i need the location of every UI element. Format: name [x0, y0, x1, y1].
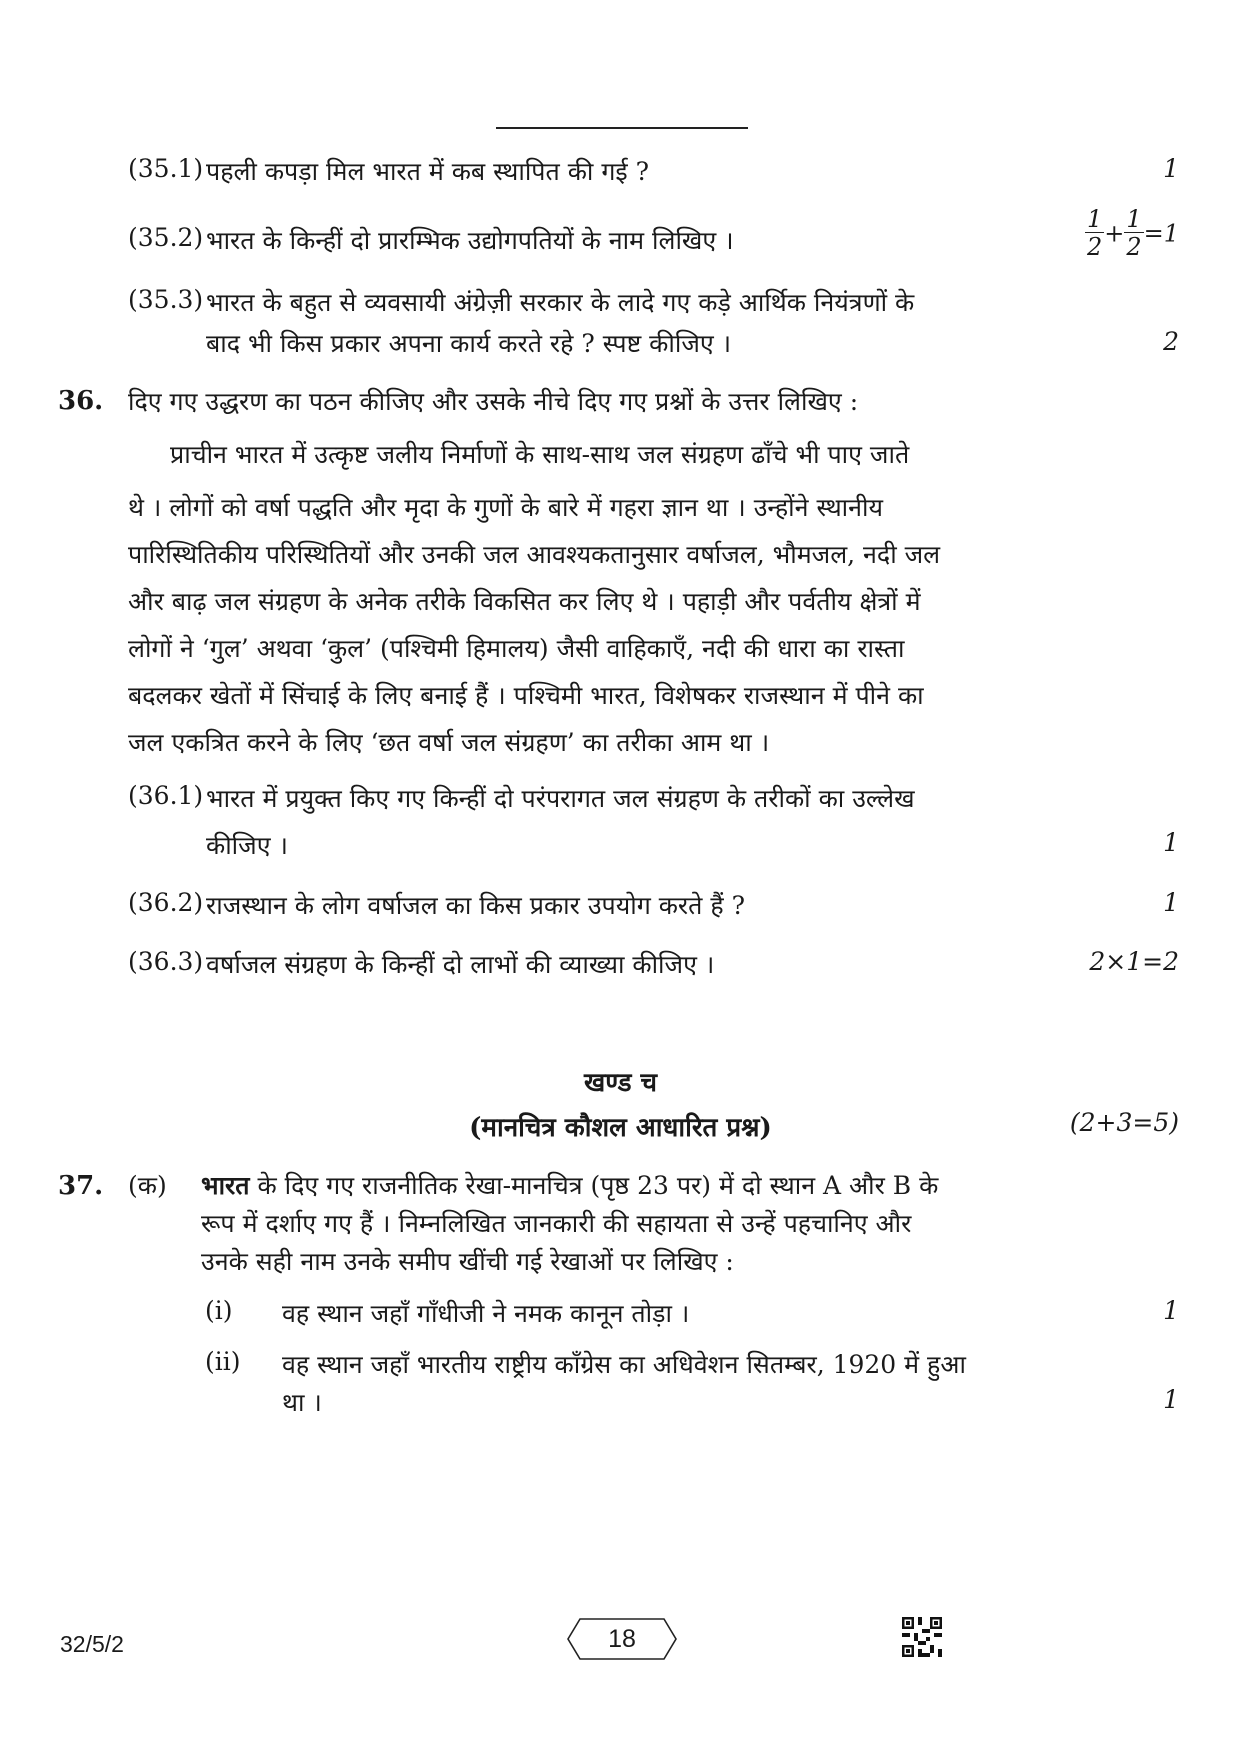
qr-code-icon: [902, 1617, 942, 1657]
marks: 1: [1163, 154, 1179, 183]
marks: 1: [1163, 828, 1179, 857]
subquestion-text: राजस्थान के लोग वर्षाजल का किस प्रकार उपयोग करते हैं ?: [206, 891, 745, 920]
page-number-badge: [566, 1617, 678, 1661]
marks: 1: [1163, 888, 1179, 917]
subquestion-text-line2: कीजिए ।: [206, 831, 288, 860]
subquestion-text-line2: बाद भी किस प्रकार अपना कार्य करते रहे ? स्पष्ट कीजिए ।: [206, 329, 732, 358]
item-text-line2: था ।: [282, 1388, 322, 1417]
passage-line: लोगों ने ‘गुल’ अथवा ‘कुल’ (पश्चिमी हिमालय) जैसी वाहिकाएँ, नदी की धारा का रास्ता: [128, 634, 905, 663]
question-37-line2: रूप में दर्शाए गए हैं । निम्नलिखित जानकारी की सहायता से उन्हें पहचानिए और: [201, 1209, 912, 1238]
section-title: खण्ड च: [583, 1068, 658, 1098]
subquestion-number: (35.1): [128, 154, 204, 183]
passage-line: थे । लोगों को वर्षा पद्धति और मृदा के गुणों के बारे में गहरा ज्ञान था । उन्होंने स्थानीय: [128, 493, 883, 522]
passage-line: और बाढ़ जल संग्रहण के अनेक तरीके विकसित कर लिए थे । पहाड़ी और पर्वतीय क्षेत्रों में: [128, 587, 921, 616]
passage-line: जल एकत्रित करने के लिए ‘छत वर्षा जल संग्रहण’ का तरीका आम था ।: [128, 728, 770, 757]
subquestion-text: पहली कपड़ा मिल भारत में कब स्थापित की गई ?: [206, 157, 650, 186]
question-part: (क): [128, 1171, 167, 1200]
item-text-line1: वह स्थान जहाँ भारतीय राष्ट्रीय काँग्रेस का अधिवेशन सितम्बर, 1920 में हुआ: [282, 1350, 966, 1379]
top-divider: [496, 127, 748, 129]
subquestion-number: (36.1): [128, 781, 204, 810]
subquestion-text-line1: भारत में प्रयुक्त किए गए किन्हीं दो परंपरागत जल संग्रहण के तरीकों का उल्लेख: [206, 784, 915, 813]
item-number: (i): [205, 1296, 233, 1325]
item-text: वह स्थान जहाँ गाँधीजी ने नमक कानून तोड़ा ।: [282, 1299, 690, 1328]
marks: 1: [1163, 1296, 1179, 1325]
subquestion-number: (36.2): [128, 888, 204, 917]
marks-fraction: $\frac{1}{2}$ + $\frac{1}{2}$ =1: [1086, 205, 1179, 261]
subquestion-number: (35.3): [128, 285, 204, 314]
section-subtitle: (मानचित्र कौशल आधारित प्रश्न): [469, 1113, 772, 1143]
bold-keyword: भारत: [201, 1171, 250, 1200]
marks: 1: [1163, 1385, 1179, 1414]
section-marks: (2+3=5): [1069, 1108, 1179, 1137]
question-instruction: दिए गए उद्धरण का पठन कीजिए और उसके नीचे दिए गए प्रश्नों के उत्तर लिखिए :: [128, 387, 859, 416]
subquestion-number: (36.3): [128, 947, 204, 976]
marks: 2×1=2: [1089, 947, 1179, 976]
passage-line: पारिस्थितिकीय परिस्थितियों और उनकी जल आवश्यकतानुसार वर्षाजल, भौमजल, नदी जल: [128, 540, 941, 569]
question-number: 36.: [58, 386, 104, 416]
subquestion-number: (35.2): [128, 223, 204, 252]
item-number: (ii): [205, 1347, 241, 1376]
passage-line: बदलकर खेतों में सिंचाई के लिए बनाई हैं । पश्चिमी भारत, विशेषकर राजस्थान में पीने का: [128, 681, 924, 710]
marks: 2: [1163, 327, 1179, 356]
subquestion-text: वर्षाजल संग्रहण के किन्हीं दो लाभों की व्याख्या कीजिए ।: [206, 950, 715, 979]
question-number: 37.: [58, 1171, 104, 1201]
subquestion-text: भारत के किन्हीं दो प्रारम्भिक उद्योगपतियों के नाम लिखिए ।: [206, 226, 734, 255]
page-number: 18: [608, 1625, 636, 1653]
question-37-line1: भारत के दिए गए राजनीतिक रेखा-मानचित्र (पृष्ठ 23 पर) में दो स्थान A और B के: [201, 1171, 939, 1200]
question-37-line3: उनके सही नाम उनके समीप खींची गई रेखाओं पर लिखिए :: [201, 1247, 734, 1276]
paper-code: 32/5/2: [60, 1631, 124, 1657]
subquestion-text-line1: भारत के बहुत से व्यवसायी अंग्रेज़ी सरकार के लादे गए कड़े आर्थिक नियंत्रणों के: [206, 288, 915, 317]
passage-line: प्राचीन भारत में उत्कृष्ट जलीय निर्माणों के साथ-साथ जल संग्रहण ढाँचे भी पाए जाते: [170, 440, 910, 469]
